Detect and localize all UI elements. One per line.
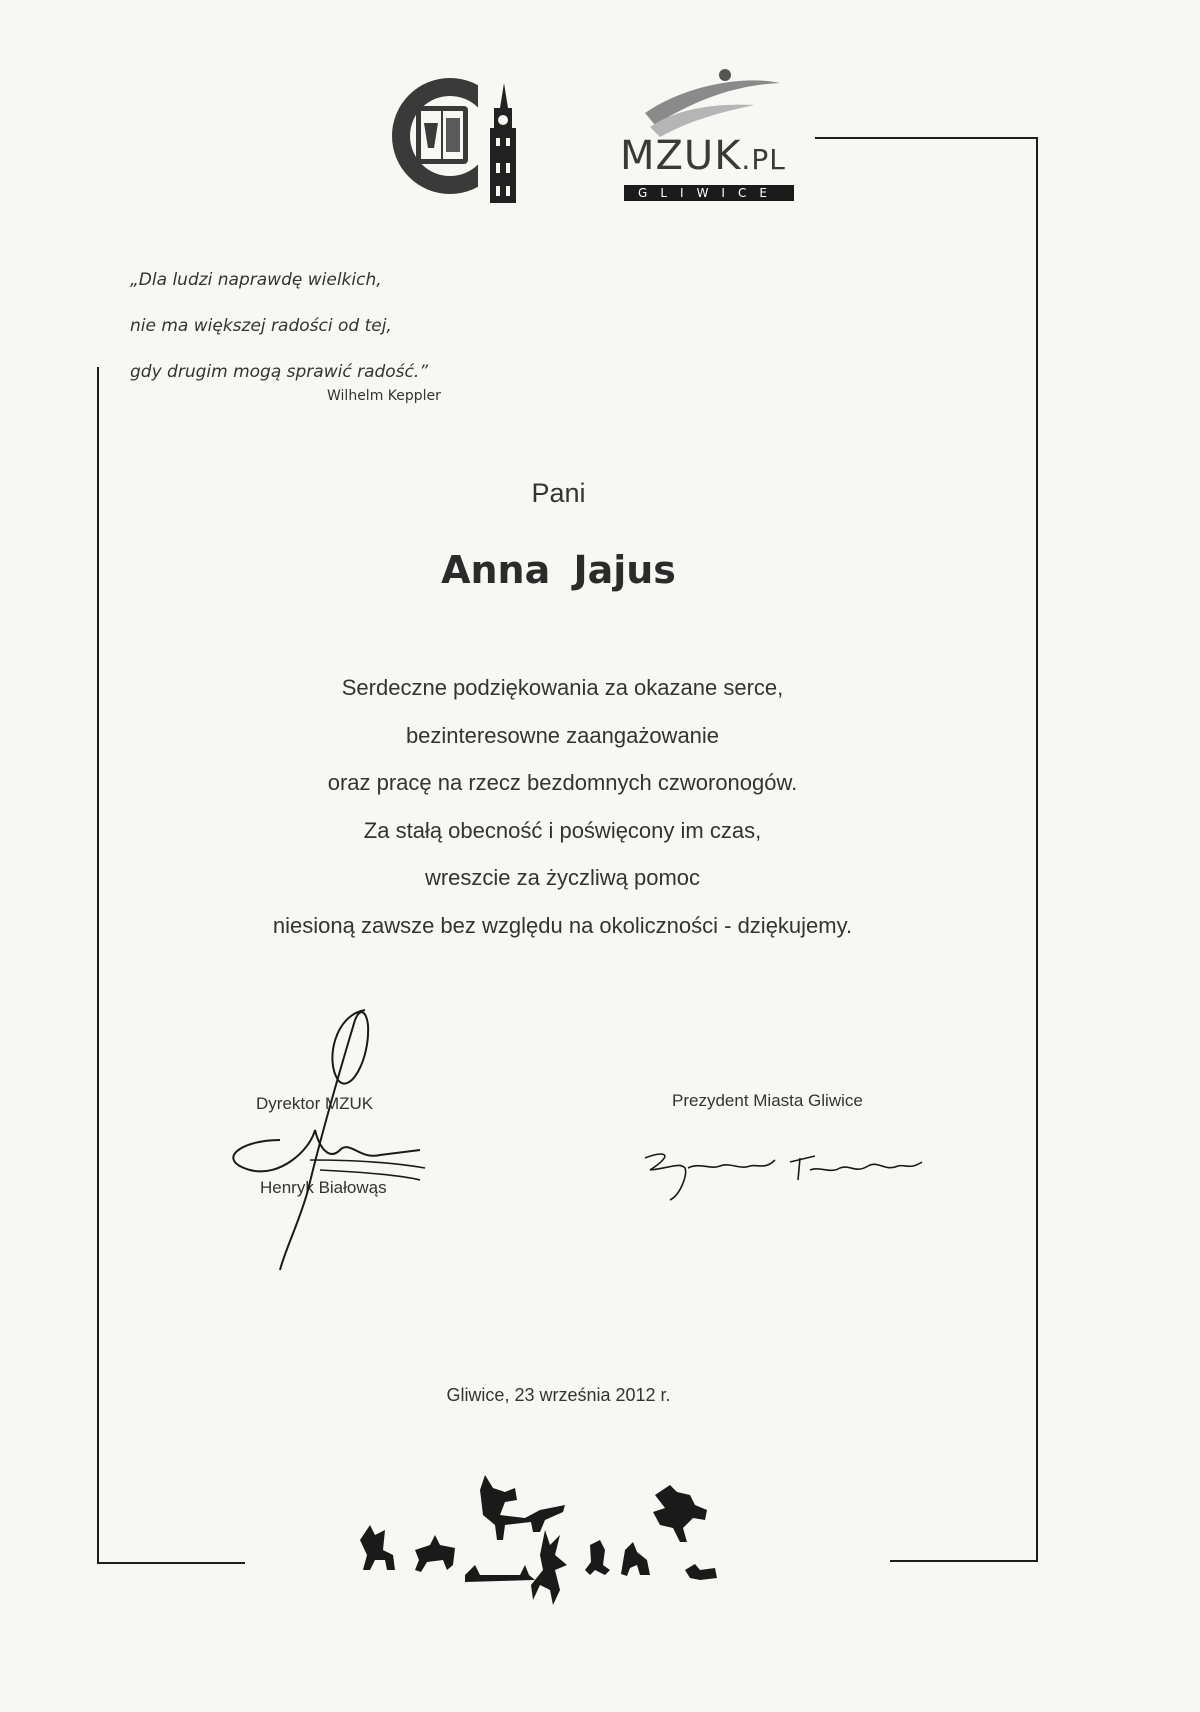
- thanks-line: niesioną zawsze bez względu na okoliczności - dziękujemy.: [272, 912, 853, 938]
- thanks-line: Za stałą obecność i poświęcony im czas,: [363, 817, 762, 843]
- thanks-line: wreszcie za życzliwą pomoc: [424, 865, 701, 890]
- president-title: Prezydent Miasta Gliwice: [672, 1091, 863, 1110]
- mzuk-main: MZUK: [620, 133, 742, 179]
- frame-line-bottom-right: [890, 1560, 1038, 1562]
- thanks-line: bezinteresowne zaangażowanie: [405, 722, 720, 748]
- frame-line-top: [815, 137, 1038, 139]
- quote-line: „Dla ludzi naprawdę wielkich,: [130, 270, 382, 290]
- mzuk-suffix: .PL: [741, 143, 786, 176]
- recipient-title: Pani: [531, 478, 586, 508]
- quote-block: [130, 257, 550, 395]
- recipient-name: Anna Jajus: [441, 548, 676, 592]
- president-signature: [640, 1140, 930, 1210]
- thanks-line: Serdeczne podziękowania za okazane serce,: [341, 675, 784, 700]
- quote-author: Wilhelm Keppler: [327, 388, 441, 404]
- frame-line-bottom-left: [97, 1562, 245, 1564]
- director-name: Henryk Białowąs: [260, 1178, 387, 1197]
- director-signature: [220, 1000, 460, 1285]
- issue-date: Gliwice, 23 września 2012 r.: [446, 1385, 671, 1405]
- thanks-text: [150, 664, 975, 949]
- mzuk-wordmark: [620, 133, 800, 179]
- thanks-line: oraz pracę na rzecz bezdomnych czworonogów.: [327, 770, 798, 795]
- city-seal-logo: [390, 68, 540, 208]
- director-title: Dyrektor MZUK: [256, 1094, 374, 1113]
- animals-illustration: [355, 1470, 785, 1620]
- quote-line: gdy drugim mogą sprawić radość.”: [130, 362, 429, 382]
- frame-line-right: [1036, 137, 1038, 1562]
- mzuk-subtitle-bar: GLIWICE: [624, 185, 794, 201]
- quote-line: nie ma większej radości od tej,: [130, 316, 392, 336]
